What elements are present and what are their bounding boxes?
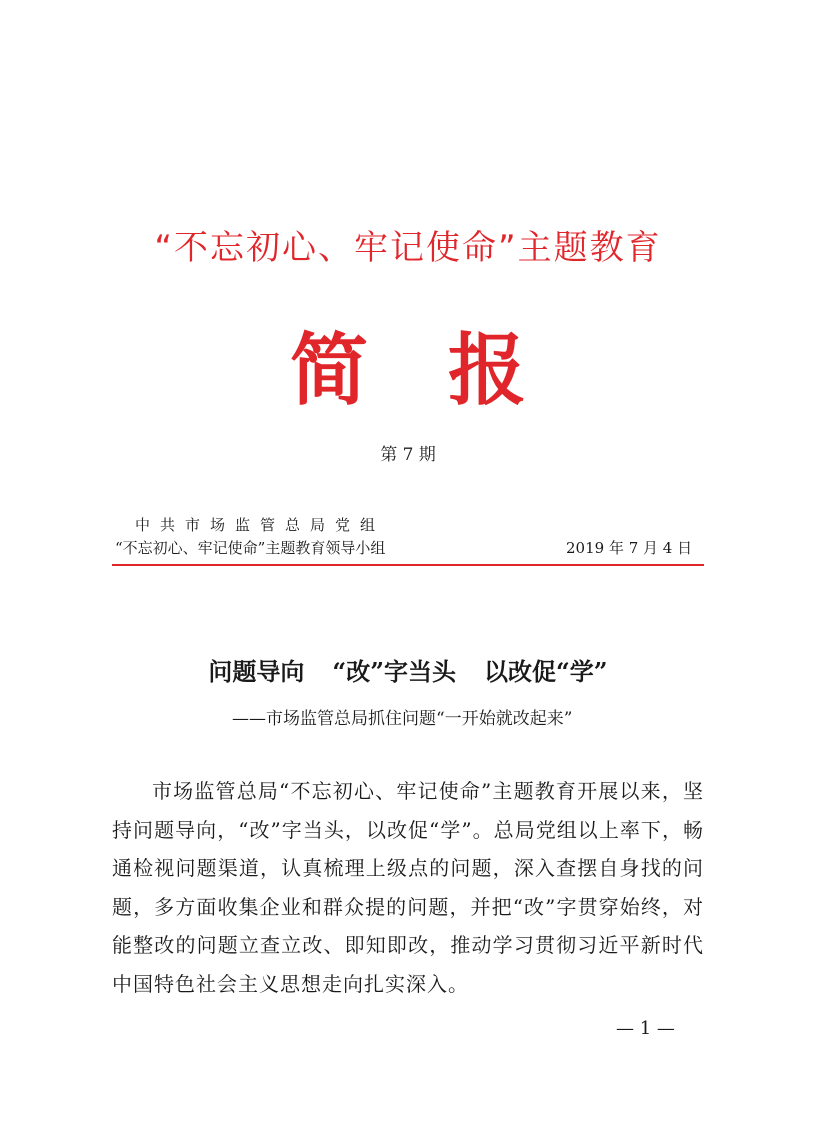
article-title-part-2: “改”字当头: [332, 657, 456, 686]
series-title: “不忘初心、牢记使命”主题教育: [154, 228, 662, 268]
issue-date: 2019 年 7 月 4 日: [566, 539, 693, 557]
masthead-title: 简报: [289, 325, 606, 416]
article-title-part-1: 问题导向: [208, 657, 305, 686]
article-subtitle: ——市场监管总局抓住问题“一开始就改起来”: [232, 709, 573, 729]
issuer-organization: 中共市场监管总局党组: [135, 516, 386, 534]
article-title: [0, 652, 816, 687]
article-title-part-3: 以改促“学”: [484, 657, 608, 686]
issuer-group: “不忘初心、牢记使命”主题教育领导小组: [115, 539, 386, 557]
page-number: — 1 —: [616, 1018, 675, 1039]
header-divider: [112, 564, 704, 566]
issue-number: 第 7 期: [380, 445, 436, 465]
article-body: 市场监管总局“不忘初心、牢记使命”主题教育开展以来，坚持问题导向，“改”字当头，以改促“学”。总局党组以上率下，畅通检视问题渠道，认真梳理上级点的问题，深入查摆自身找的问题，多方面收集企业和群众提的问题，并把“改”字贯穿始终，对能整改的问题立查立改、即知即改，推动学习贯彻习近平新时代中国特色社会主义思想走向扎实深入。: [112, 779, 704, 996]
